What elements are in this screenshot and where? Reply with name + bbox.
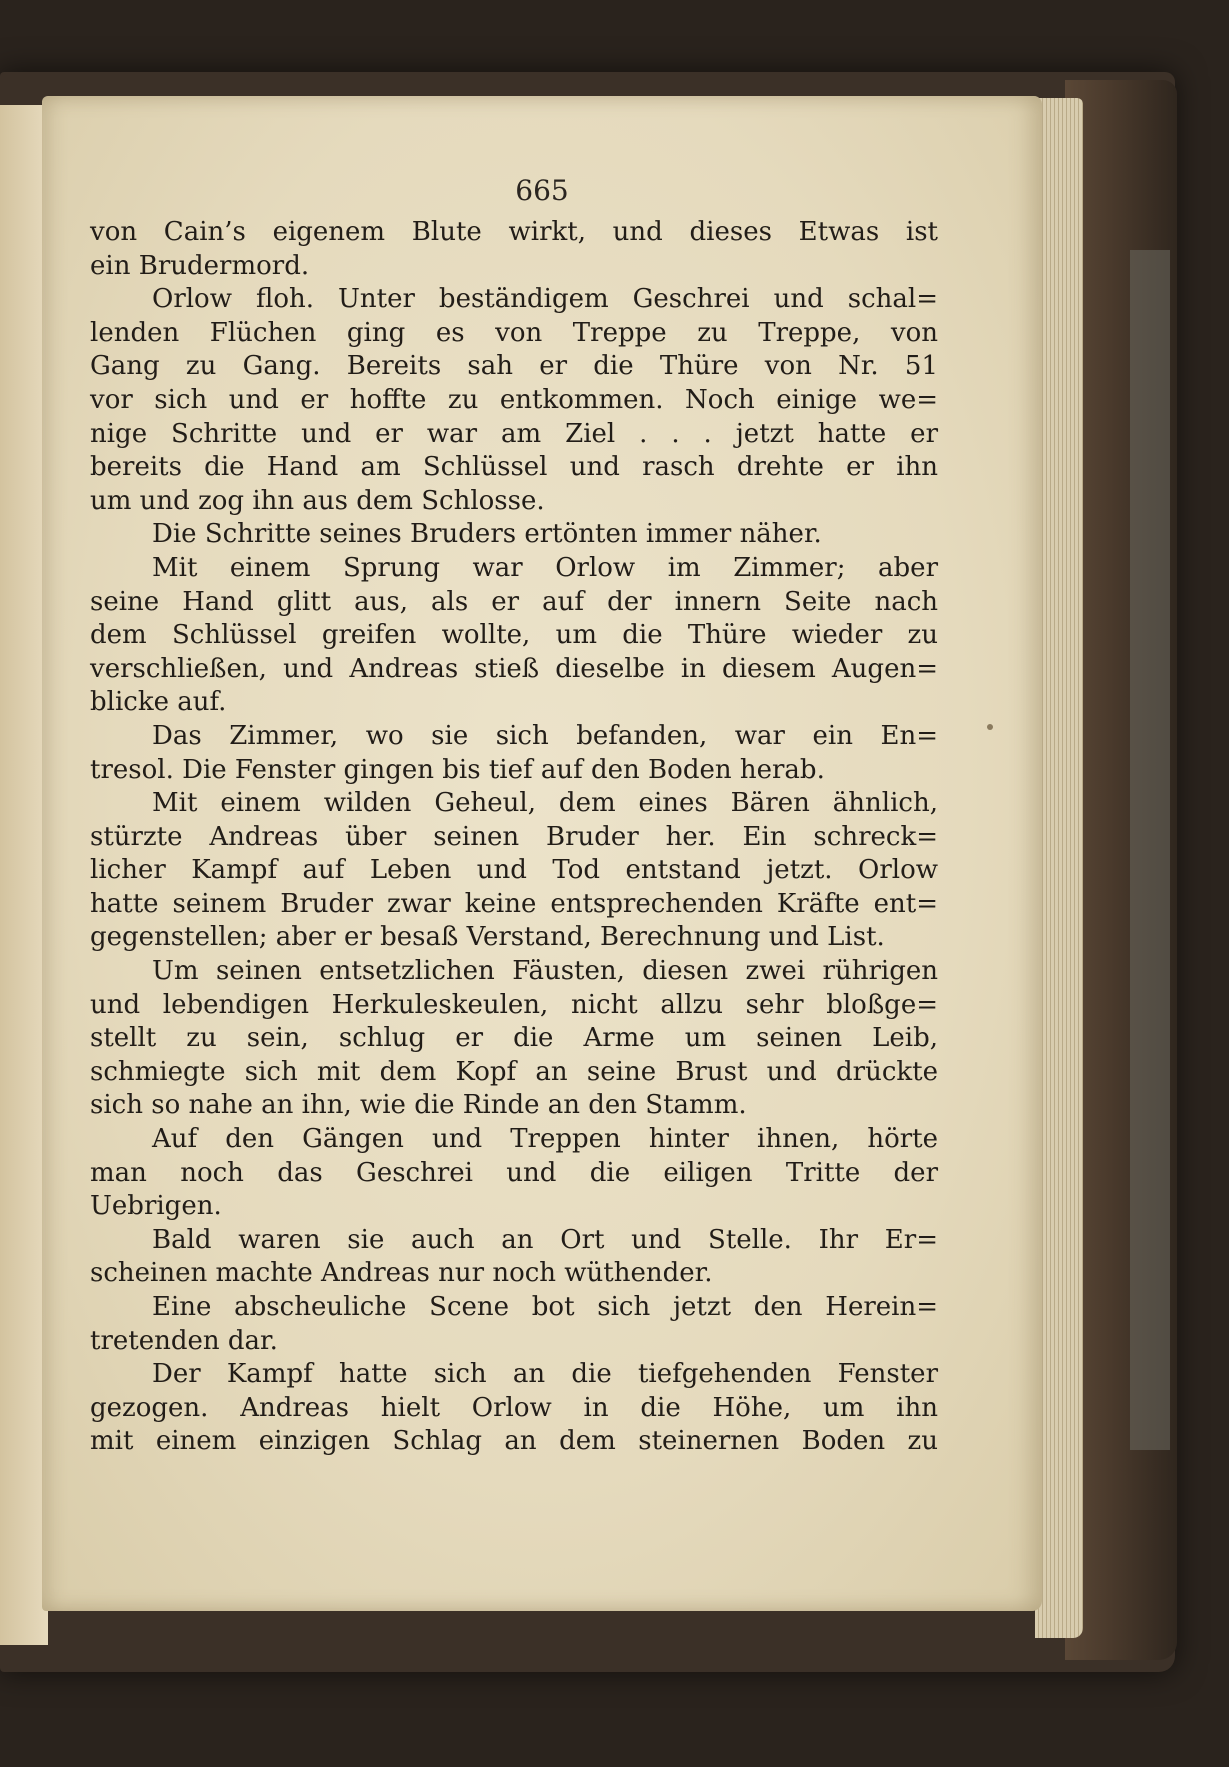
page-stack-edge <box>1035 98 1083 1638</box>
body-text <box>90 216 938 1459</box>
text-line: Eine abscheuliche Scene bot sich jetzt den Herein= <box>152 1292 938 1322</box>
text-line: Bald waren sie auch an Ort und Stelle. Ihr Er= <box>152 1224 938 1255</box>
text-line: Auf den Gängen und Treppen hinter ihnen, hörte <box>152 1124 938 1155</box>
left-page-edge <box>0 105 48 1645</box>
text-line: bereits die Hand am Schlüssel und rasch drehte er ihn <box>90 452 938 483</box>
text-line: Die Schritte seines Bruders ertönten immer näher. <box>152 519 822 550</box>
text-line: Um seinen entsetzlichen Fäusten, diesen zwei rührigen <box>152 956 938 987</box>
text-line: dem Schlüssel greifen wollte, um die Thüre wieder zu <box>90 620 938 651</box>
text-line: blicke auf. <box>90 687 227 718</box>
text-line: sich so nahe an ihn, wie die Rinde an den Stamm. <box>90 1090 747 1121</box>
text-line: vor sich und er hoffte zu entkommen. Noch einige we= <box>90 384 938 415</box>
text-line: scheinen machte Andreas nur noch wüthender. <box>90 1258 713 1289</box>
text-line: man noch das Geschrei und die eiligen Tritte der <box>90 1157 938 1188</box>
text-line: lenden Flüchen ging es von Treppe zu Treppe, von <box>90 317 938 348</box>
text-line: stürzte Andreas über seinen Bruder her. Ein schreck= <box>90 821 938 852</box>
text-line: seine Hand glitt aus, als er auf der innern Seite nach <box>90 586 938 617</box>
text-line: um und zog ihn aus dem Schlosse. <box>90 485 545 516</box>
text-line: gezogen. Andreas hielt Orlow in die Höhe, um ihn <box>90 1392 938 1423</box>
text-line: Das Zimmer, wo sie sich befanden, war ein En= <box>152 720 938 751</box>
text-line: Mit einem wilden Geheul, dem eines Bären ähnlich, <box>152 788 938 819</box>
cover-cloth-patch <box>1130 250 1170 1450</box>
text-line: ein Brudermord. <box>90 250 310 281</box>
text-line: schmiegte sich mit dem Kopf an seine Brust und drückte <box>90 1056 938 1087</box>
text-line: Gang zu Gang. Bereits sah er die Thüre von Nr. 51 <box>90 351 938 382</box>
text-line: Mit einem Sprung war Orlow im Zimmer; aber <box>152 552 938 583</box>
text-line: gegenstellen; aber er besaß Verstand, Berechnung und List. <box>90 922 885 953</box>
text-line: von Cain’s eigenem Blute wirkt, und dieses Etwas ist <box>90 217 938 247</box>
text-line: nige Schritte und er war am Ziel . . . jetzt hatte er <box>90 418 938 449</box>
text-line: licher Kampf auf Leben und Tod entstand jetzt. Orlow <box>90 855 938 886</box>
paper-speck <box>987 724 993 730</box>
text-line: hatte seinem Bruder zwar keine entsprechenden Kräfte ent= <box>90 888 938 919</box>
page-number: 665 <box>515 174 569 207</box>
text-line: Uebrigen. <box>90 1191 222 1222</box>
text-line: stellt zu sein, schlug er die Arme um seinen Leib, <box>90 1023 938 1054</box>
text-line: mit einem einzigen Schlag an dem steinernen Boden zu <box>90 1426 938 1457</box>
text-line: Der Kampf hatte sich an die tiefgehenden Fenster <box>152 1359 938 1390</box>
book-page <box>42 96 1042 1611</box>
text-line: tretenden dar. <box>90 1325 278 1356</box>
text-line: Orlow floh. Unter beständigem Geschrei und schal= <box>152 284 938 315</box>
text-line: tresol. Die Fenster gingen bis tief auf den Boden herab. <box>90 754 825 785</box>
text-line: und lebendigen Herkuleskeulen, nicht allzu sehr bloßge= <box>90 989 938 1020</box>
text-line: verschließen, und Andreas stieß dieselbe in diesem Augen= <box>90 653 938 684</box>
